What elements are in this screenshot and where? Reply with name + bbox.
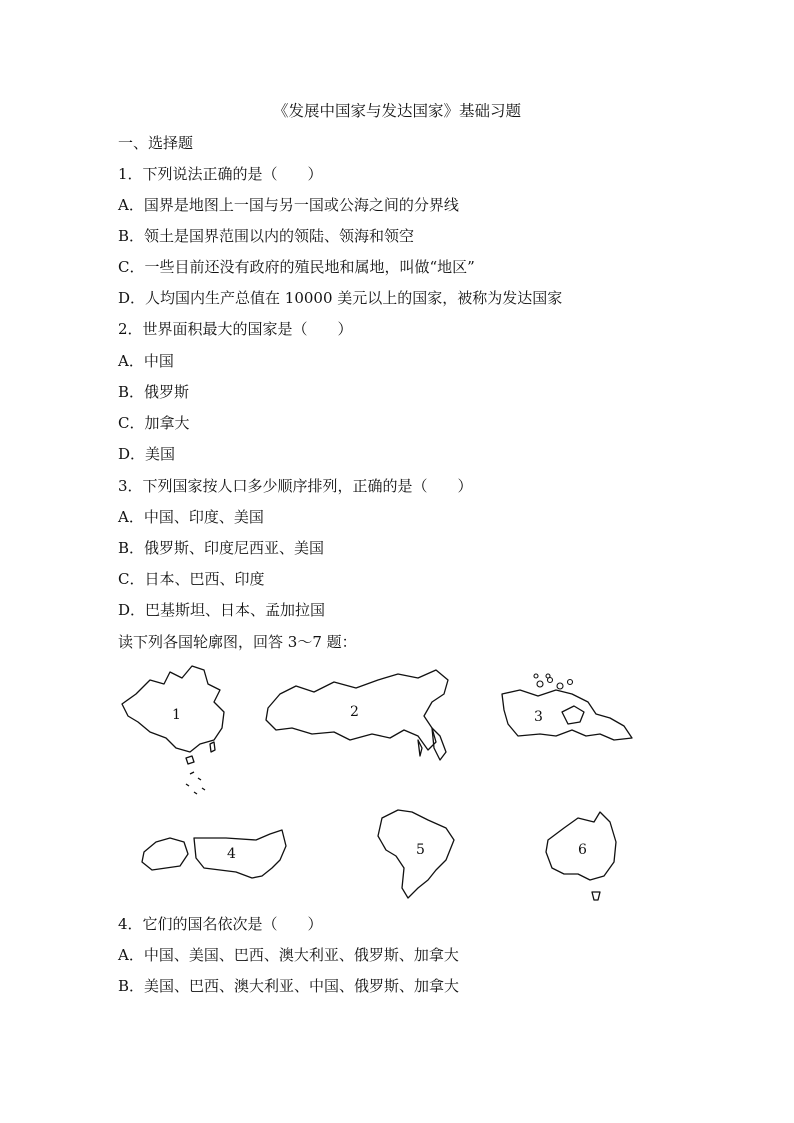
question-3-stem: 3．下列国家按人口多少顺序排列，正确的是（ ） [118,477,473,495]
map-label-1: 1 [172,707,181,723]
map-label-2: 2 [350,704,359,720]
question-2-option-b: B．俄罗斯 [118,383,190,401]
map-label-3: 3 [534,709,543,725]
document-title: 《发展中国家与发达国家》基础习题 [272,102,521,120]
usa-mainland-outline [194,830,286,878]
map-intro: 读下列各国轮廓图，回答 3～7 题： [118,633,357,651]
question-1-option-d: D．人均国内生产总值在 10000 美元以上的国家，被称为发达国家 [118,289,563,307]
hainan-outline [186,756,194,764]
map-label-6: 6 [578,842,587,858]
map-label-4: 4 [227,846,236,862]
question-2-option-c: C．加拿大 [118,414,190,432]
question-3-option-d: D．巴基斯坦、日本、孟加拉国 [118,601,326,619]
question-3-option-a: A．中国、印度、美国 [118,508,264,526]
taiwan-outline [210,742,215,752]
arctic-island [546,674,550,678]
arctic-island [534,674,538,678]
south-sea-islands [186,772,205,794]
question-3-option-b: B．俄罗斯、印度尼西亚、美国 [118,539,325,557]
arctic-island [557,683,563,689]
question-2-stem: 2．世界面积最大的国家是（ ） [118,320,353,338]
arctic-island [537,681,543,687]
kamchatka-outline [432,728,446,760]
question-3-option-c: C．日本、巴西、印度 [118,570,265,588]
question-2-option-a: A．中国 [118,352,174,370]
question-1-stem: 1．下列说法正确的是（ ） [118,165,323,183]
arctic-island [568,680,573,685]
hudson-bay [562,706,584,724]
sakhalin-outline [418,740,422,756]
question-1-option-c: C．一些目前还没有政府的殖民地和属地，叫做“地区” [118,258,475,276]
tasmania-outline [592,892,600,900]
map-label-5: 5 [416,842,425,858]
alaska-outline [142,838,188,870]
section-heading: 一、选择题 [118,134,194,152]
question-4-option-b: B．美国、巴西、澳大利亚、中国、俄罗斯、加拿大 [118,977,460,995]
question-4-stem: 4．它们的国名依次是（ ） [118,915,323,933]
question-4-option-a: A．中国、美国、巴西、澳大利亚、俄罗斯、加拿大 [118,946,459,964]
question-2-option-d: D．美国 [118,445,176,463]
question-1-option-b: B．领土是国界范围以内的领陆、领海和领空 [118,227,415,245]
canada-outline [502,690,632,740]
question-1-option-a: A．国界是地图上一国与另一国或公海之间的分界线 [118,196,459,214]
